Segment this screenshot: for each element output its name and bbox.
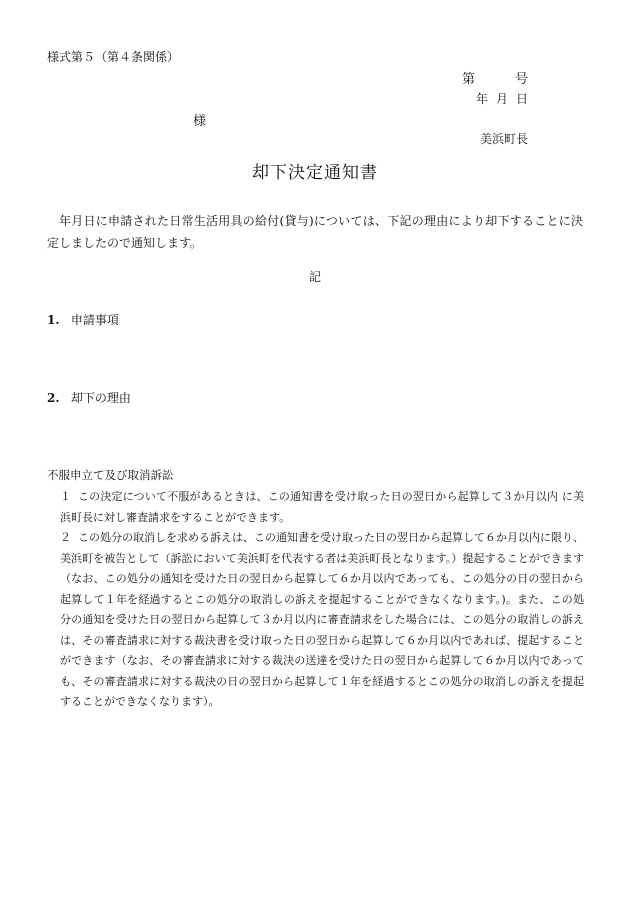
section-number: 1.: [47, 313, 60, 327]
appeal-heading: 不服申立て及び取消訴訟: [47, 468, 174, 482]
recipient: 様: [193, 114, 207, 129]
appeal-item-number: １: [60, 490, 71, 503]
document-number-prefix: 第: [462, 72, 476, 87]
appeal-item-number: ２: [60, 531, 71, 544]
document-number-suffix: 号: [514, 72, 528, 87]
appeal-item-text: この決定について不服があるときは、この通知書を受け取った日の翌日から起算して３か月以内 に美浜町長に対し審査請求をすることができます。: [60, 490, 584, 524]
section-label: 申請事項: [70, 313, 119, 327]
section-rejection-reason: [47, 389, 131, 406]
ki-marker: 記: [308, 270, 321, 284]
form-label: 様式第５（第４条関係）: [47, 50, 180, 64]
document-number: [462, 68, 528, 87]
document-title: 却下決定通知書: [252, 163, 378, 183]
issuer: 美浜町長: [479, 132, 528, 146]
section-number: 2.: [47, 391, 60, 405]
section-application-items: [47, 311, 119, 328]
document-date: [476, 90, 528, 107]
appeal-item-text: この処分の取消しを求める訴えは、この通知書を受け取った日の翌日から起算して６か月以内に限り、美浜町を被告として（訴訟において美浜町を代表する者は美浜町長となります。）提起することができます（なお、この処分の通知を受けた日の翌日から起算して６か月以内であっても、この処分の日の翌日から起算して１年を経過するとこの処分の取消しの訴えを提起することができなくなります。)。また、この処分の通知を受けた日の翌日から起算して３か月以内に審査請求をした場合には、この処分の取消しの訴えは、その審査請求に対する裁決書を受け取った日の翌日から起算して６か月以内であれば、提起することができます（なお、その審査請求に対する裁決の送達を受けた日の翌日から起算して６か月以内であっても、その審査請求に対する裁決の日の翌日から起算して１年を経過するとこの処分の取消しの訴えを提起することができなくなります）。: [60, 531, 584, 708]
appeal-item: [60, 487, 584, 528]
date-year: 年: [476, 92, 489, 106]
body-paragraph: 年月日に申請された日常生活用具の給付(貸与)については、下記の理由により却下することに決定しましたので通知します。: [47, 214, 583, 250]
section-label: 却下の理由: [70, 391, 131, 405]
date-day: 日: [515, 92, 528, 106]
appeal-item: [60, 528, 584, 713]
date-month: 月: [495, 92, 508, 106]
